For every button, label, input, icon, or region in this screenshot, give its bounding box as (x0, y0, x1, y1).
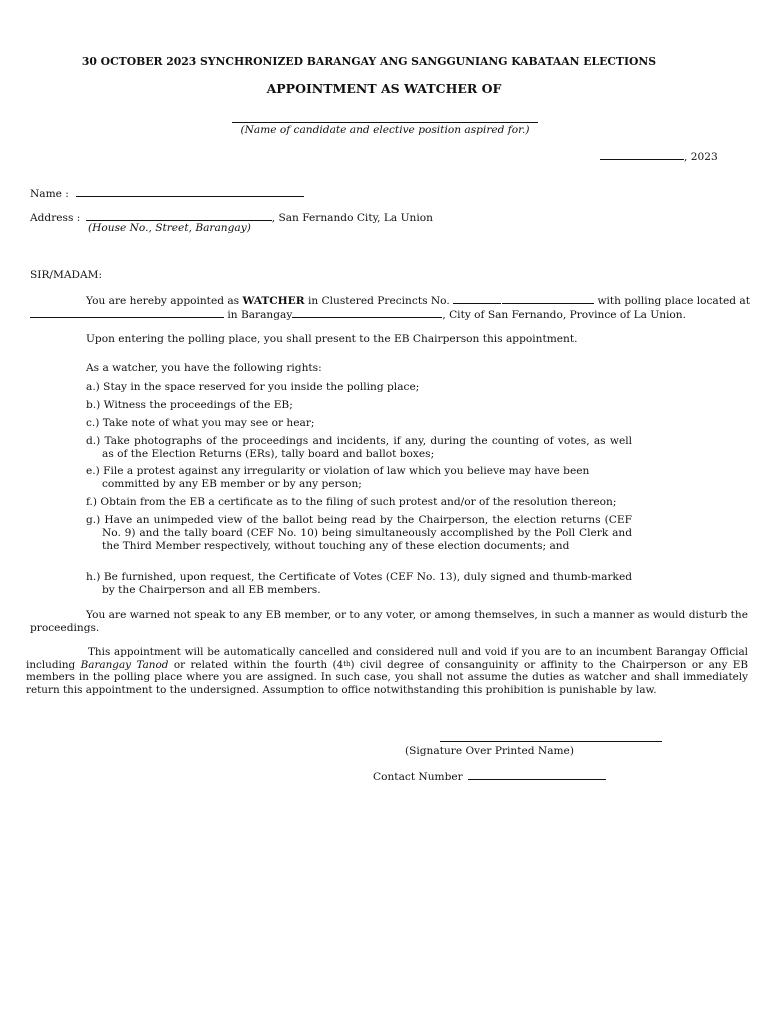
contact-number-field[interactable] (468, 769, 606, 780)
right-item: e.) File a protest against any irregularity or violation of law which you believe may have been committed by any EB member or by any person; (86, 465, 590, 490)
contact-row (373, 769, 606, 783)
candidate-name-line[interactable] (232, 122, 538, 123)
address-suffix: , San Fernando City, La Union (271, 212, 433, 224)
right-item: g.) Have an unimpeded view of the ballot being read by the Chairperson, the election returns (CEF No. 9) and the tally board (CEF No. 10) being simultaneously accomplished by the Poll Clerk and the Third Member respectively, without touching any of these election documents; and (86, 514, 632, 552)
date-blank[interactable] (600, 149, 684, 160)
right-item: b.) Witness the proceedings of the EB; (86, 399, 293, 411)
name-label: Name : (30, 188, 69, 200)
warning-paragraph: You are warned not speak to any EB member, or to any voter, or among themselves, in such a manner as would disturb the proceedings. (30, 609, 748, 634)
date-field (600, 149, 718, 163)
right-item: a.) Stay in the space reserved for you inside the polling place; (86, 381, 420, 393)
address-caption: (House No., Street, Barangay) (88, 222, 251, 234)
signature-line[interactable] (440, 741, 662, 742)
address-field[interactable] (86, 210, 272, 221)
cancellation-paragraph (26, 646, 748, 696)
p5-text-c: ) civil degree of consanguinity or affinity to the Chairperson or any EB members in the polling place where you are assigned. In such case, you shall not assume the duties as watcher and shall immediately return this appointment to the undersigned. Assumption to office notwithstanding this prohibition is punishable by law. (26, 658, 748, 696)
right-item: d.) Take photographs of the proceedings and incidents, if any, during the counting of votes, as well as of the Election Returns (ERs), tally board and ballot boxes; (86, 435, 632, 460)
barangay-field[interactable] (292, 307, 442, 318)
signature-caption: (Signature Over Printed Name) (405, 745, 574, 757)
appointment-line-1 (86, 293, 750, 307)
appointment-line-2 (30, 307, 686, 321)
salutation: SIR/MADAM: (30, 269, 103, 281)
precinct-field-1[interactable] (453, 293, 501, 304)
right-item: f.) Obtain from the EB a certificate as to the filing of such protest and/or of the resolution thereon; (86, 496, 617, 508)
election-title: 30 OCTOBER 2023 SYNCHRONIZED BARANGAY ANG SANGGUNIANG KABATAAN ELECTIONS (81, 55, 657, 68)
address-label: Address : (30, 212, 81, 224)
name-row (30, 186, 304, 200)
ordinal-suffix: th (343, 659, 351, 668)
barangay-tanod-emphasis: Barangay Tanod (80, 658, 169, 671)
present-instruction: Upon entering the polling place, you shall present to the EB Chairperson this appointment. (86, 333, 578, 345)
date-suffix: , 2023 (684, 151, 718, 163)
p1-text-c: with polling place located at (597, 295, 750, 307)
p5-text-b: or related within the fourth (4 (173, 658, 344, 671)
right-item: c.) Take note of what you may see or hear; (86, 417, 315, 429)
document-title: APPOINTMENT AS WATCHER OF (266, 81, 502, 96)
right-item: h.) Be furnished, upon request, the Certificate of Votes (CEF No. 13), duly signed and thumb-marked by the Chairperson and all EB members. (86, 571, 632, 596)
polling-place-field[interactable] (30, 307, 224, 318)
p5-text-a: This appointment will be automatically cancelled and considered null and void if you are to an incumbent Barangay Official including (26, 646, 748, 671)
p1-text-e: , City of San Fernando, Province of La Union. (442, 309, 686, 321)
watcher-emphasis: WATCHER (242, 295, 305, 307)
rights-intro: As a watcher, you have the following rights: (86, 362, 322, 374)
p1-text-d: in Barangay (227, 309, 293, 321)
contact-label: Contact Number (373, 771, 463, 783)
precinct-field-2[interactable] (502, 293, 594, 304)
p1-text-b: in Clustered Precincts No. (307, 295, 450, 307)
candidate-caption: (Name of candidate and elective position aspired for.) (240, 124, 530, 136)
p1-text-a: You are hereby appointed as (86, 295, 240, 307)
name-field[interactable] (76, 186, 304, 197)
